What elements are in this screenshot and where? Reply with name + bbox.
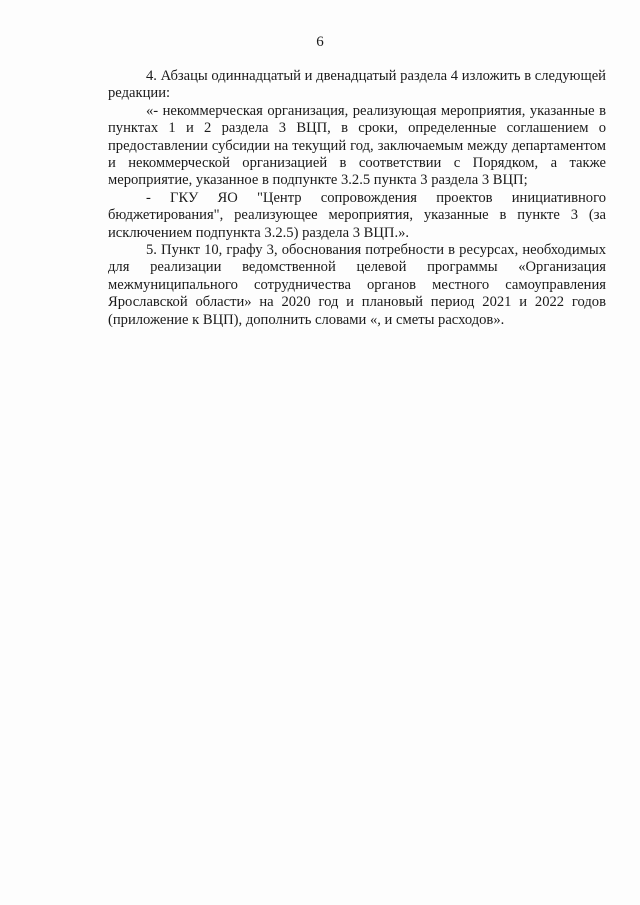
page-number: 6	[316, 34, 324, 50]
paragraph-item-5: 5. Пункт 10, графу 3, обоснования потребности в ресурсах, необходимых для реализации ведомственной целевой программы «Организация межмуниципального сотрудничества органов местного самоуправления Ярославской области» на 2020 год и плановый период 2021 и 2022 годов (приложение к ВЦП), дополнить словами «, и сметы расходов».	[108, 242, 606, 328]
paragraph-item-4: 4. Абзацы одиннадцатый и двенадцатый раздела 4 изложить в следующей редакции:	[108, 68, 606, 102]
document-body	[108, 68, 606, 329]
paragraph-quoted-gku: - ГКУ ЯО "Центр сопровождения проектов инициативного бюджетирования", реализующее мероприятия, указанные в пункте 3 (за исключением подпункта 3.2.5) раздела 3 ВЦП.».	[108, 189, 606, 241]
paragraph-quoted-nonprofit: «- некоммерческая организация, реализующая мероприятия, указанные в пунктах 1 и 2 раздела 3 ВЦП, в сроки, определенные соглашением о предоставлении субсидии на текущий год, заключаемым между департаментом и некоммерческой организацией в соответствии с Порядком, а также мероприятие, указанное в подпункте 3.2.5 пункта 3 раздела 3 ВЦП;	[108, 102, 606, 189]
